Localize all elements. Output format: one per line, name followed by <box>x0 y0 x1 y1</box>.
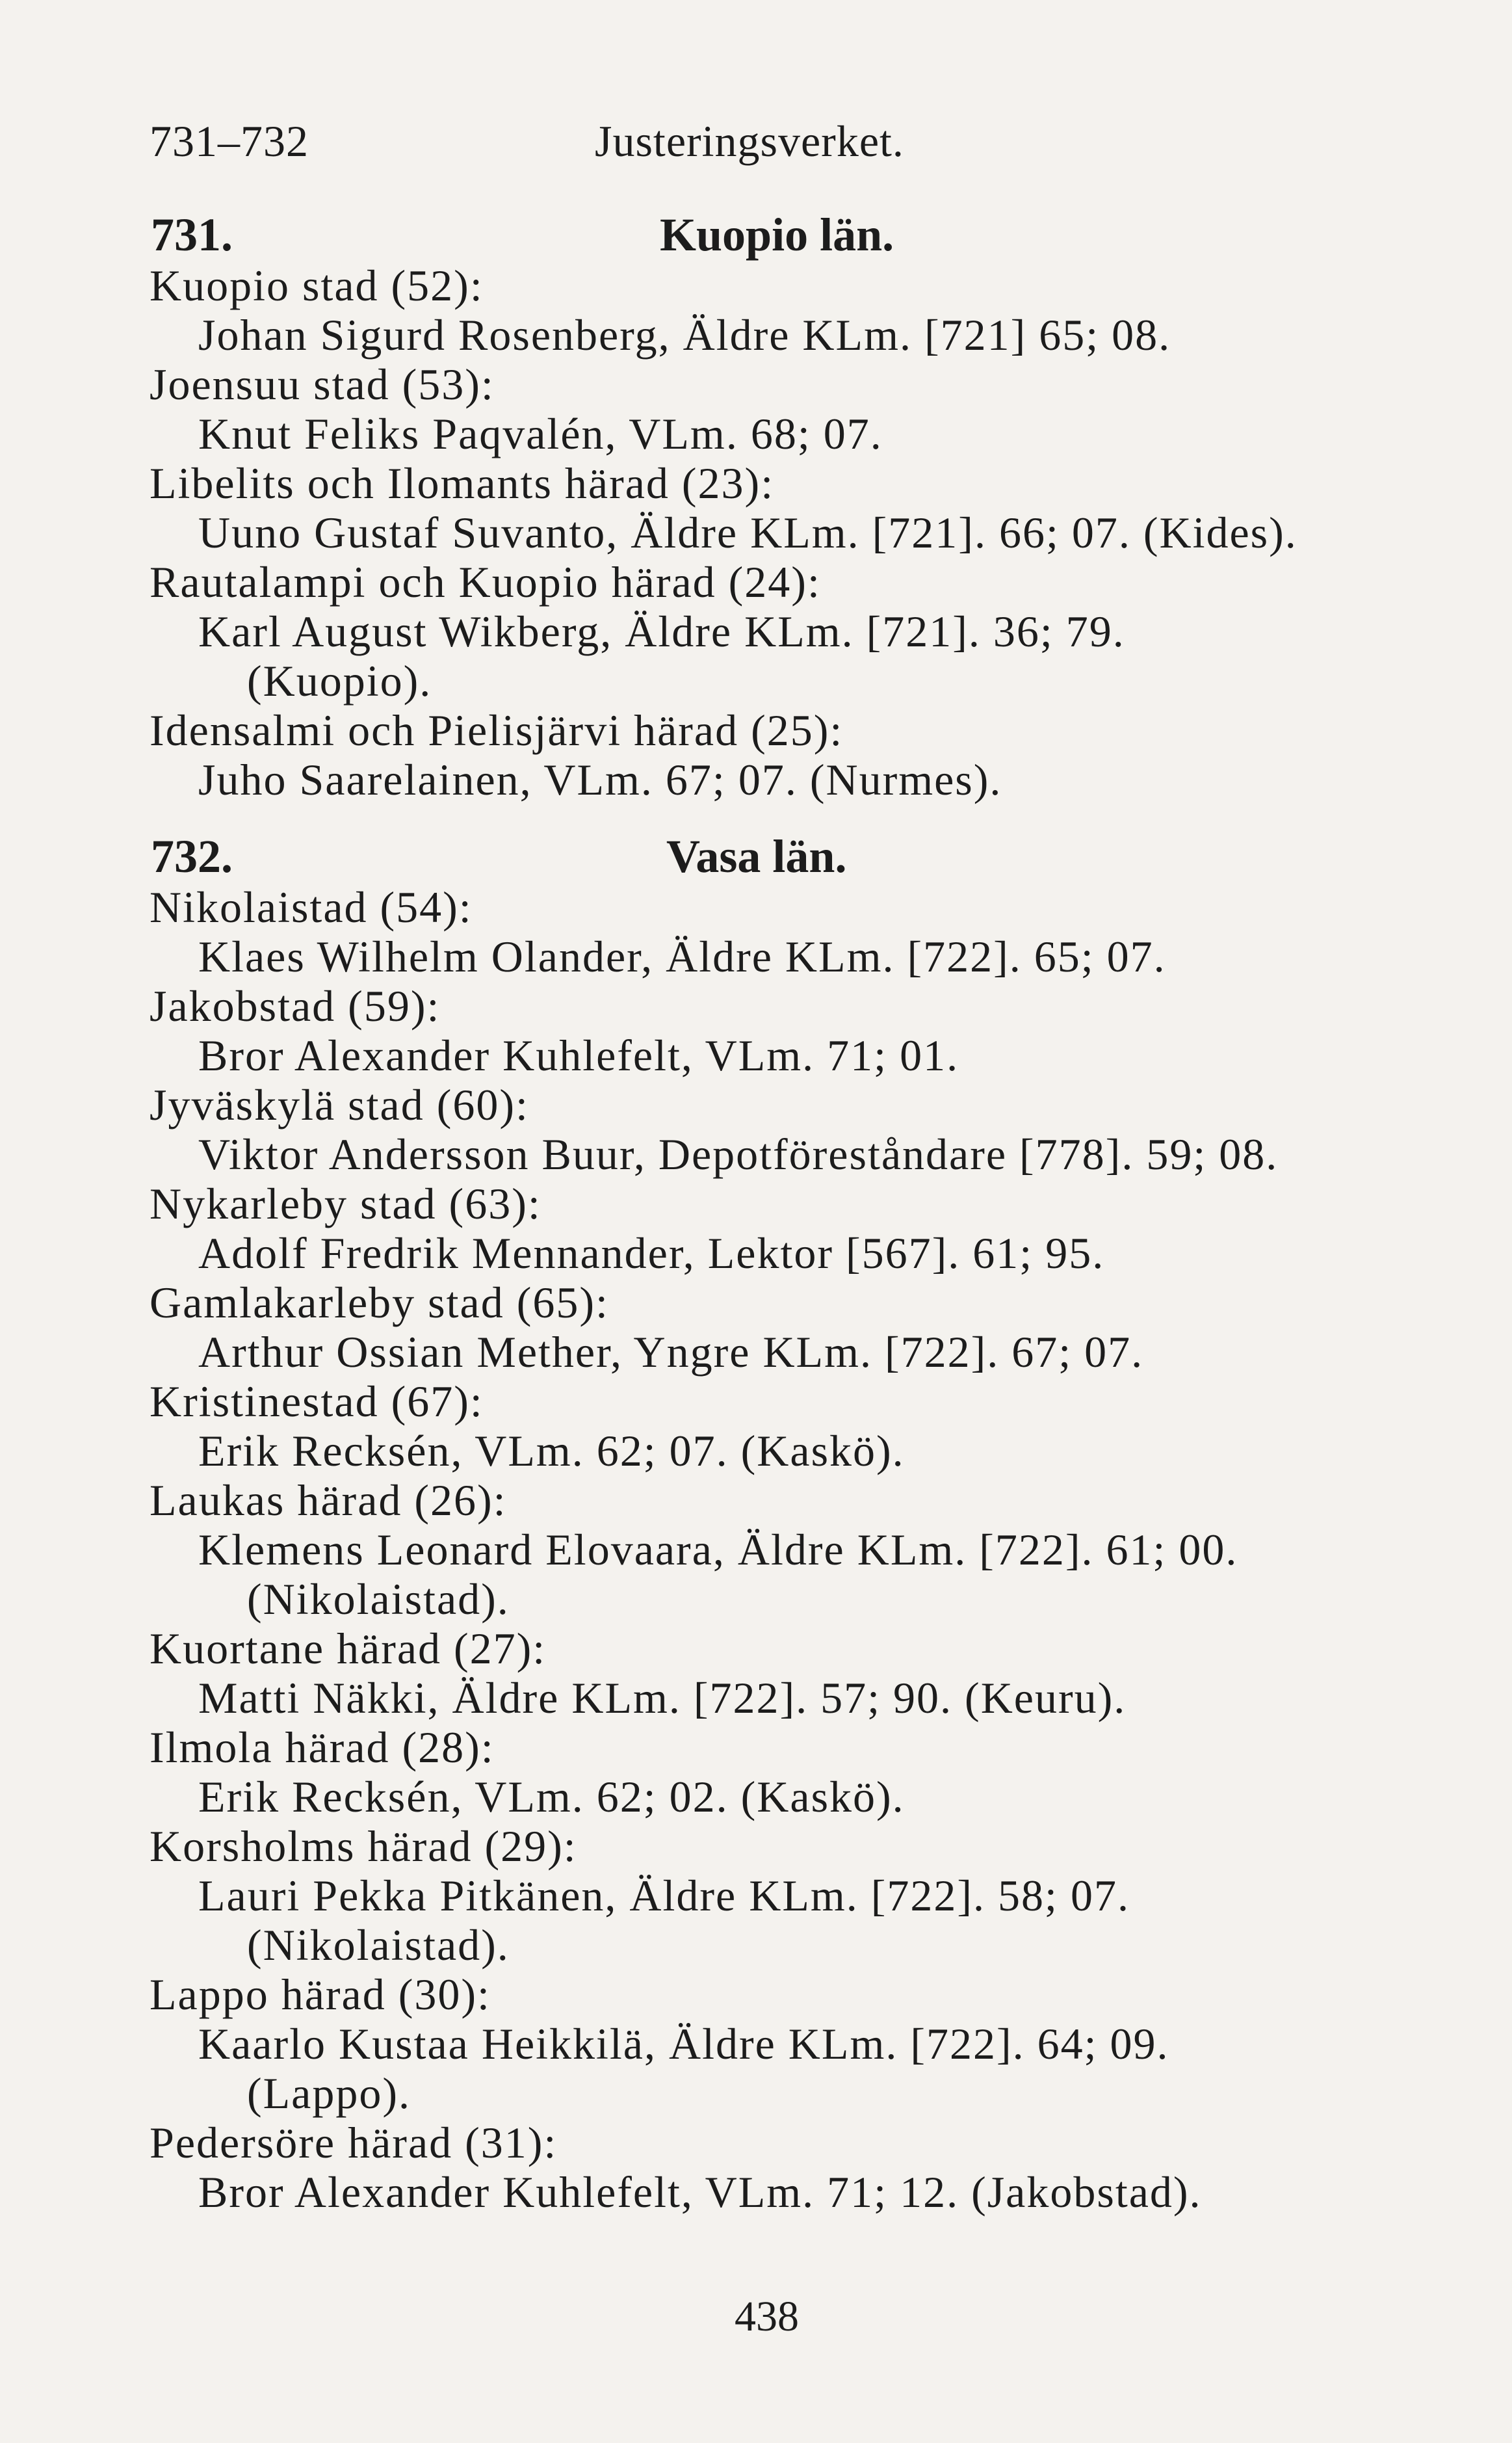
official-entry: Juho Saarelainen, VLm. 67; 07. (Nurmes). <box>198 755 1002 804</box>
official-entry: Kaarlo Kustaa Heikkilä, Äldre KLm. [722]. 64; 09. <box>198 2019 1169 2068</box>
district-heading: Jakobstad (59): <box>150 981 441 1031</box>
district-heading: Joensuu stad (53): <box>150 360 495 409</box>
district-heading: Nykarleby stad (63): <box>150 1179 541 1228</box>
official-entry: Johan Sigurd Rosenberg, Äldre KLm. [721] 65; 08. <box>198 310 1171 360</box>
entry-continuation: (Nikolaistad). <box>247 1920 510 1970</box>
district-heading: Nikolaistad (54): <box>150 882 473 932</box>
district-heading: Kuopio stad (52): <box>150 261 484 310</box>
official-entry: Klaes Wilhelm Olander, Äldre KLm. [722]. 65; 07. <box>198 932 1166 981</box>
section-title: Vasa län. <box>666 830 847 882</box>
district-heading: Idensalmi och Pielisjärvi härad (25): <box>150 706 844 755</box>
page-range: 731–732 <box>150 116 309 166</box>
running-title: Justeringsverket. <box>595 116 904 166</box>
official-entry: Viktor Andersson Buur, Depotföreståndare [778]. 59; 08. <box>198 1129 1279 1179</box>
section-gap <box>0 804 1512 830</box>
district-heading: Lappo härad (30): <box>150 1970 491 2019</box>
district-heading: Kristinestad (67): <box>150 1377 484 1426</box>
section-title: Kuopio län. <box>660 209 894 261</box>
district-heading: Pedersöre härad (31): <box>150 2118 558 2167</box>
section-heading <box>0 830 1512 882</box>
official-entry: Adolf Fredrik Mennander, Lektor [567]. 61; 95. <box>198 1228 1105 1278</box>
section-heading <box>0 208 1512 260</box>
official-entry: Karl August Wikberg, Äldre KLm. [721]. 36; 79. <box>198 607 1125 656</box>
official-entry: Lauri Pekka Pitkänen, Äldre KLm. [722]. 58; 07. <box>198 1871 1130 1920</box>
official-entry: Knut Feliks Paqvalén, VLm. 68; 07. <box>198 409 883 458</box>
section-number: 732. <box>151 830 233 882</box>
official-entry: Bror Alexander Kuhlefelt, VLm. 71; 12. (Jakobstad). <box>198 2167 1202 2217</box>
official-entry: Klemens Leonard Elovaara, Äldre KLm. [722]. 61; 00. <box>198 1525 1238 1574</box>
entry-continuation: (Kuopio). <box>247 656 432 706</box>
district-heading: Rautalampi och Kuopio härad (24): <box>150 557 821 607</box>
district-heading: Jyväskylä stad (60): <box>150 1080 529 1129</box>
official-entry: Matti Näkki, Äldre KLm. [722]. 57; 90. (Keuru). <box>198 1673 1127 1723</box>
document-body <box>0 208 1512 2216</box>
district-heading: Korsholms härad (29): <box>150 1821 577 1871</box>
section-number: 731. <box>151 209 233 261</box>
district-heading: Ilmola härad (28): <box>150 1723 495 1772</box>
official-entry: Erik Recksén, VLm. 62; 07. (Kaskö). <box>198 1426 905 1475</box>
district-heading: Laukas härad (26): <box>150 1475 507 1525</box>
official-entry: Erik Recksén, VLm. 62; 02. (Kaskö). <box>198 1772 905 1821</box>
entry-continuation: (Lappo). <box>247 2068 411 2118</box>
official-entry: Arthur Ossian Mether, Yngre KLm. [722]. 67; 07. <box>198 1327 1144 1377</box>
district-heading: Gamlakarleby stad (65): <box>150 1278 609 1327</box>
official-entry: Bror Alexander Kuhlefelt, VLm. 71; 01. <box>198 1031 959 1080</box>
district-heading: Libelits och Ilomants härad (23): <box>150 458 775 508</box>
page-number: 438 <box>735 2293 799 2340</box>
official-entry: Uuno Gustaf Suvanto, Äldre KLm. [721]. 66; 07. (Kides). <box>198 508 1297 557</box>
district-heading: Kuortane härad (27): <box>150 1624 547 1673</box>
entry-continuation: (Nikolaistad). <box>247 1574 510 1624</box>
